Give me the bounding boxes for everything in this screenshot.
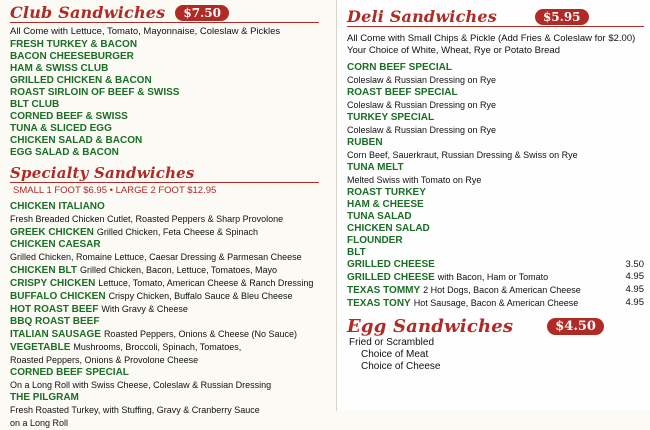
deli-item-text: [347, 174, 481, 187]
deli-item-price: 4.95: [625, 297, 644, 308]
deli-item-name: RUBEN: [347, 137, 383, 148]
specialty-item-detail: Grilled Chicken, Romaine Lettuce, Caesar Dressing & Parmesan Cheese: [10, 252, 302, 262]
deli-menu-item: [347, 187, 644, 199]
deli-menu-item: [347, 149, 644, 162]
deli-item-price: 4.95: [625, 271, 644, 282]
deli-item-text: [347, 112, 434, 124]
deli-price-badge: $5.95: [535, 9, 589, 25]
specialty-menu-item: [10, 239, 319, 251]
specialty-menu-item: [10, 201, 319, 213]
deli-item-name: GRILLED CHEESE: [347, 259, 435, 270]
club-item-name: BLT CLUB: [10, 99, 60, 110]
egg-section-header: [347, 316, 644, 337]
specialty-section-title: Specialty Sandwiches: [10, 164, 195, 182]
specialty-menu-item: [10, 264, 319, 277]
club-menu-item: [10, 63, 319, 75]
deli-menu-item: [347, 259, 644, 271]
deli-item-name: ROAST BEEF SPECIAL: [347, 87, 458, 98]
deli-description-2: Your Choice of White, Wheat, Rye or Potato Bread: [347, 45, 560, 56]
specialty-menu-item: [10, 392, 319, 404]
egg-option-line: Fried or Scrambled: [349, 337, 435, 348]
specialty-item-list: [10, 201, 319, 430]
deli-item-text: [347, 271, 548, 284]
deli-menu-item: [347, 74, 644, 87]
deli-item-text: [347, 297, 578, 310]
deli-item-text: [347, 223, 430, 235]
deli-item-text: [347, 235, 403, 247]
egg-option-line: Choice of Meat: [361, 349, 429, 360]
club-menu-item: [10, 51, 319, 63]
club-menu-item: [10, 135, 319, 147]
deli-menu-item: [347, 235, 644, 247]
deli-item-name: CHICKEN SALAD: [347, 223, 430, 234]
deli-item-text: [347, 211, 412, 223]
deli-item-name: TEXAS TONY: [347, 298, 411, 309]
deli-item-name: HAM & CHEESE: [347, 199, 424, 210]
specialty-item-name: VEGETABLE: [10, 342, 71, 353]
deli-item-name: GRILLED CHEESE: [347, 272, 435, 283]
specialty-item-name: CHICKEN CAESAR: [10, 239, 101, 250]
specialty-menu-item: [10, 417, 319, 430]
right-menu-panel: [336, 0, 650, 411]
specialty-item-detail: Roasted Peppers, Onions & Provolone Cheese: [10, 355, 199, 365]
deli-item-name: FLOUNDER: [347, 235, 403, 246]
specialty-item-detail: On a Long Roll with Swiss Cheese, Coleslaw & Russian Dressing: [10, 380, 272, 390]
deli-menu-item: [347, 99, 644, 112]
club-menu-item: [10, 39, 319, 51]
deli-menu-item: [347, 162, 644, 174]
deli-item-detail: Coleslaw & Russian Dressing on Rye: [347, 100, 497, 110]
deli-section-header: [347, 7, 644, 27]
deli-item-name: BLT: [347, 247, 366, 258]
deli-description-1: All Come with Small Chips & Pickle (Add Fries & Coleslaw for $2.00): [347, 33, 636, 44]
specialty-item-detail: Grilled Chicken, Feta Cheese & Spinach: [96, 227, 258, 237]
deli-item-text: [347, 62, 452, 74]
specialty-menu-item: [10, 303, 319, 316]
deli-item-text: [347, 149, 578, 162]
specialty-item-detail: Fresh Roasted Turkey, with Stuffing, Gravy & Cranberry Sauce: [10, 405, 260, 415]
club-item-name: HAM & SWISS CLUB: [10, 63, 109, 74]
specialty-item-name: HOT ROAST BEEF: [10, 304, 99, 315]
club-item-name: BACON CHEESEBURGER: [10, 51, 134, 62]
deli-section-title: Deli Sandwiches: [347, 7, 497, 26]
club-item-name: EGG SALAD & BACON: [10, 147, 119, 158]
deli-menu-item: [347, 87, 644, 99]
deli-item-detail: Coleslaw & Russian Dressing on Rye: [347, 125, 497, 135]
deli-item-detail: Hot Sausage, Bacon & American Cheese: [413, 298, 579, 308]
specialty-item-name: CHICKEN ITALIANO: [10, 201, 105, 212]
club-menu-item: [10, 123, 319, 135]
specialty-item-detail: Grilled Chicken, Bacon, Lettuce, Tomatoes, Mayo: [80, 265, 277, 275]
club-item-name: FRESH TURKEY & BACON: [10, 39, 138, 50]
specialty-menu-item: [10, 316, 319, 328]
deli-item-text: [347, 87, 458, 99]
deli-item-detail: Coleslaw & Russian Dressing on Rye: [347, 75, 497, 85]
club-description: All Come with Lettuce, Tomato, Mayonnaise, Coleslaw & Pickles: [10, 26, 281, 37]
club-menu-item: [10, 75, 319, 87]
specialty-item-name: CRISPY CHICKEN: [10, 278, 96, 289]
specialty-item-detail: Fresh Breaded Chicken Cutlet, Roasted Peppers & Sharp Provolone: [10, 214, 284, 224]
club-item-list: [10, 39, 319, 159]
specialty-item-detail: Roasted Peppers, Onions & Cheese (No Sauce): [103, 329, 298, 339]
deli-item-text: [347, 74, 496, 87]
egg-option-line: Choice of Cheese: [361, 361, 441, 372]
deli-item-text: [347, 247, 366, 259]
specialty-item-name: BBQ ROAST BEEF: [10, 316, 100, 327]
club-section-title: Club Sandwiches: [10, 3, 166, 22]
specialty-item-name: CHICKEN BLT: [10, 265, 78, 276]
specialty-item-name: CORNED BEEF SPECIAL: [10, 367, 129, 378]
specialty-menu-item: [10, 226, 319, 239]
deli-item-text: [347, 187, 426, 199]
specialty-size-prices: SMALL 1 FOOT $6.95 • LARGE 2 FOOT $12.95: [13, 185, 217, 196]
deli-item-text: [347, 137, 383, 149]
club-item-name: CORNED BEEF & SWISS: [10, 111, 128, 122]
club-price-badge: $7.50: [175, 5, 229, 21]
deli-item-detail: Corn Beef, Sauerkraut, Russian Dressing & Swiss on Rye: [347, 150, 578, 160]
club-menu-item: [10, 99, 319, 111]
deli-item-name: TUNA MELT: [347, 162, 404, 173]
specialty-menu-item: [10, 354, 319, 367]
deli-item-detail: Melted Swiss with Tomato on Rye: [347, 175, 482, 185]
specialty-item-detail: With Gravy & Cheese: [101, 304, 188, 314]
deli-item-name: ROAST TURKEY: [347, 187, 426, 198]
specialty-menu-item: [10, 328, 319, 341]
deli-item-detail: 2 Hot Dogs, Bacon & American Cheese: [423, 285, 581, 295]
deli-item-name: TUNA SALAD: [347, 211, 412, 222]
deli-item-detail: with Bacon, Ham or Tomato: [437, 272, 549, 282]
deli-menu-item: [347, 247, 644, 259]
deli-item-price: 4.95: [625, 284, 644, 295]
deli-item-text: [347, 162, 404, 174]
club-menu-item: [10, 87, 319, 99]
specialty-item-name: GREEK CHICKEN: [10, 227, 94, 238]
deli-item-name: CORN BEEF SPECIAL: [347, 62, 453, 73]
specialty-menu-item: [10, 404, 319, 417]
deli-item-name: TEXAS TOMMY: [347, 285, 421, 296]
left-menu-panel: [0, 0, 325, 428]
specialty-section-header: [10, 164, 319, 183]
specialty-item-detail: Crispy Chicken, Buffalo Sauce & Bleu Cheese: [108, 291, 293, 301]
specialty-menu-item: [10, 379, 319, 392]
deli-menu-item: [347, 112, 644, 124]
club-item-name: GRILLED CHICKEN & BACON: [10, 75, 152, 86]
deli-item-text: [347, 284, 581, 297]
club-menu-item: [10, 111, 319, 123]
deli-menu-item: [347, 223, 644, 235]
deli-item-text: [347, 199, 424, 211]
specialty-menu-item: [10, 367, 319, 379]
club-item-name: TUNA & SLICED EGG: [10, 123, 112, 134]
club-item-name: ROAST SIRLOIN OF BEEF & SWISS: [10, 87, 180, 98]
deli-item-text: [347, 124, 496, 137]
egg-section-title: Egg Sandwiches: [347, 316, 514, 337]
specialty-menu-item: [10, 290, 319, 303]
deli-item-price: 3.50: [625, 259, 644, 270]
deli-menu-item: [347, 174, 644, 187]
deli-menu-item: [347, 271, 644, 284]
specialty-item-detail: on a Long Roll: [10, 418, 69, 428]
deli-menu-item: [347, 211, 644, 223]
deli-menu-item: [347, 297, 644, 310]
specialty-menu-item: [10, 341, 319, 354]
deli-item-name: TURKEY SPECIAL: [347, 112, 435, 123]
egg-option-list: [347, 337, 644, 373]
specialty-item-name: ITALIAN SAUSAGE: [10, 329, 101, 340]
deli-menu-item: [347, 284, 644, 297]
club-menu-item: [10, 147, 319, 159]
deli-menu-item: [347, 124, 644, 137]
specialty-item-name: THE PILGRAM: [10, 392, 79, 403]
deli-menu-item: [347, 137, 644, 149]
egg-price-badge: $4.50: [547, 318, 604, 335]
deli-menu-item: [347, 199, 644, 211]
specialty-item-name: BUFFALO CHICKEN: [10, 291, 106, 302]
deli-menu-item: [347, 62, 644, 74]
club-item-name: CHICKEN SALAD & BACON: [10, 135, 143, 146]
specialty-item-detail: Lettuce, Tomato, American Cheese & Ranch Dressing: [98, 278, 314, 288]
club-section-header: [10, 3, 319, 23]
deli-item-text: [347, 259, 435, 271]
specialty-item-detail: Mushrooms, Broccoli, Spinach, Tomatoes,: [73, 342, 242, 352]
specialty-menu-item: [10, 251, 319, 264]
specialty-menu-item: [10, 277, 319, 290]
deli-item-text: [347, 99, 496, 112]
deli-item-list: [347, 62, 644, 310]
specialty-menu-item: [10, 213, 319, 226]
